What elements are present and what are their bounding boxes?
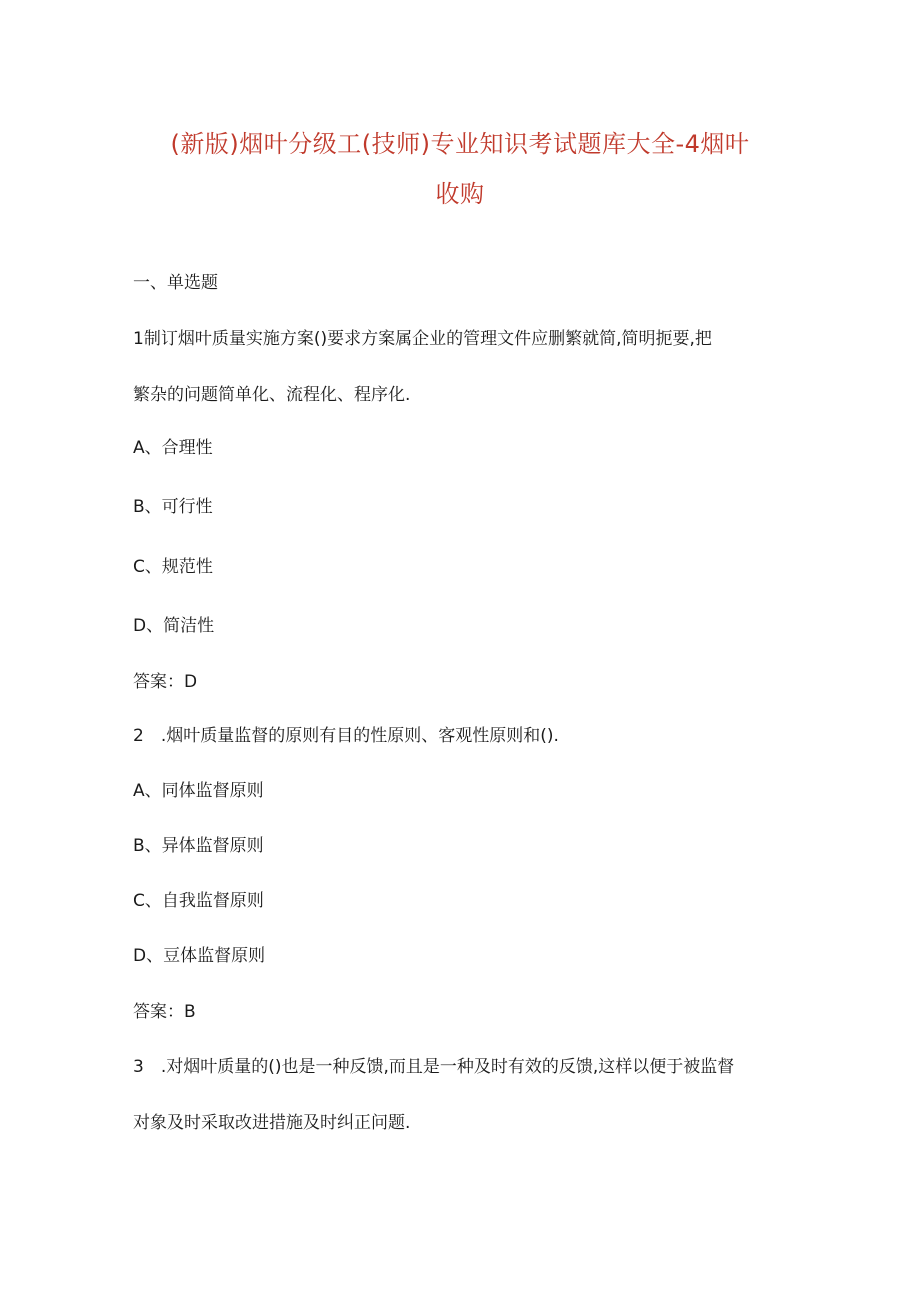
question-2-option-b: B、异体监督原则	[133, 836, 264, 856]
question-3-stem-line-2: 对象及时采取改进措施及时纠正问题.	[133, 1113, 411, 1133]
question-2-answer: 答案：B	[133, 1002, 196, 1022]
question-1-option-d: D、简洁性	[133, 616, 215, 636]
question-1-stem-line-1: 1制订烟叶质量实施方案()要求方案属企业的管理文件应删繁就简,简明扼要,把	[133, 329, 712, 349]
question-2-option-a: A、同体监督原则	[133, 781, 264, 801]
question-1-option-b: B、可行性	[133, 497, 213, 517]
document-title-line-2: 收购	[435, 180, 485, 208]
question-1-option-c: C、规范性	[133, 557, 213, 577]
question-2-stem: 2 .烟叶质量监督的原则有目的性原则、客观性原则和().	[133, 726, 559, 746]
document-title-line-1: (新版)烟叶分级工(技师)专业知识考试题库大全-4烟叶	[170, 130, 750, 158]
question-1-option-a: A、合理性	[133, 438, 213, 458]
question-3-stem-line-1: 3 .对烟叶质量的()也是一种反馈,而且是一种及时有效的反馈,这样以便于被监督	[133, 1057, 735, 1077]
question-2-option-d: D、豆体监督原则	[133, 946, 266, 966]
section-heading: 一、单选题	[133, 273, 218, 293]
question-1-stem-line-2: 繁杂的问题简单化、流程化、程序化.	[133, 385, 411, 405]
question-1-answer: 答案：D	[133, 672, 198, 692]
question-2-option-c: C、自我监督原则	[133, 891, 264, 911]
